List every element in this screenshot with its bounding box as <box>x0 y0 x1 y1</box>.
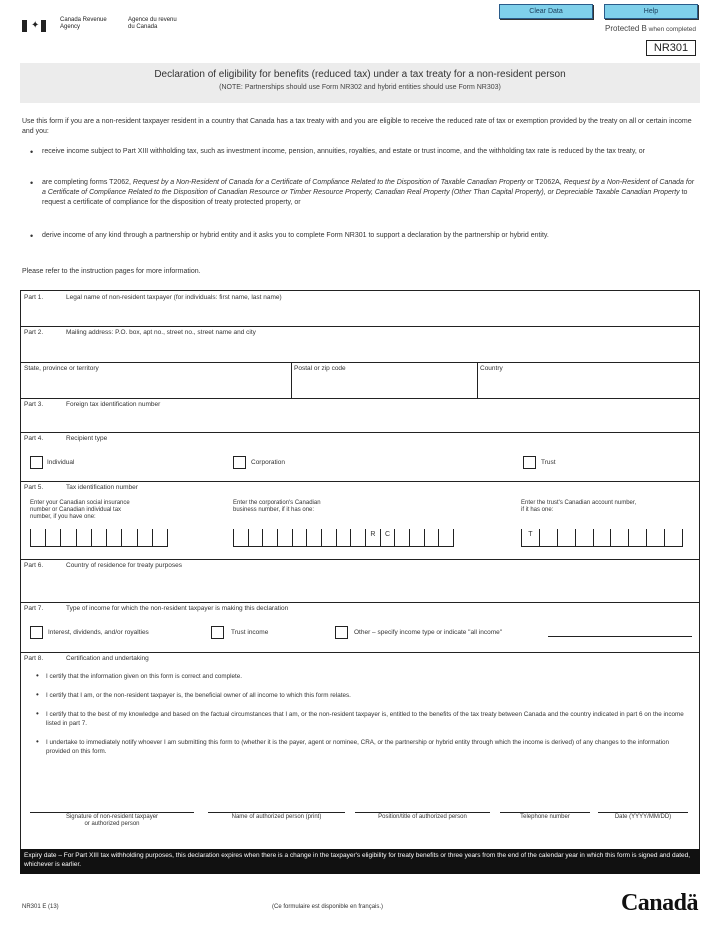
position-title-label: Position/title of authorized person <box>378 814 467 820</box>
form-code: NR301 E (13) <box>22 904 59 910</box>
interest-dividends-label: Interest, dividends, and/or royalties <box>48 629 149 636</box>
instruction-reference: Please refer to the instruction pages for more information. <box>22 268 201 275</box>
country-label: Country <box>480 365 503 372</box>
postal-field[interactable] <box>292 372 476 397</box>
part8-number: Part 8. <box>24 655 44 662</box>
undertaking: I undertake to immediately notify whoever I am submitting this form to (whether it is the payer, agent or nominee, CRA, or the partnership or hybrid entity through which the income is derived) of any changes to the information provided on this form. <box>46 739 670 755</box>
french-availability: (Ce formulaire est disponible en français.) <box>272 904 384 910</box>
telephone-line[interactable] <box>500 812 590 813</box>
clear-data-button[interactable]: Clear Data <box>499 4 593 19</box>
trust-account-label: Enter the trust's Canadian account number, if it has one: <box>521 500 637 513</box>
title-box <box>20 63 700 103</box>
interest-dividends-checkbox[interactable] <box>30 626 43 639</box>
part5-number: Part 5. <box>24 484 44 491</box>
agency-name-fr: Agence du revenu du Canada <box>128 17 177 30</box>
bn-label: Enter the corporation's Canadian business number, if it has one: <box>233 500 321 513</box>
bullet-icon: • <box>36 671 39 680</box>
trust-income-checkbox[interactable] <box>211 626 224 639</box>
trust-income-label: Trust income <box>231 629 269 636</box>
intro-bullet-3: derive income of any kind through a partnership or hybrid entity and it asks you to complete Form NR301 to support a declaration by the partnership or hybrid entity. <box>42 232 549 239</box>
country-of-residence-field[interactable] <box>21 571 699 601</box>
part8-label: Certification and undertaking <box>66 655 149 662</box>
bullet-icon: • <box>36 709 39 718</box>
part3-number: Part 3. <box>24 401 44 408</box>
trust-label: Trust <box>541 459 556 466</box>
state-label: State, province or territory <box>24 365 99 372</box>
part1-label: Legal name of non-resident taxpayer (for individuals: first name, last name) <box>66 294 282 301</box>
corporation-label: Corporation <box>251 459 285 466</box>
trust-account-input[interactable]: T <box>521 529 683 547</box>
postal-label: Postal or zip code <box>294 365 346 372</box>
part3-label: Foreign tax identification number <box>66 401 161 408</box>
state-field[interactable] <box>21 372 290 397</box>
bullet-icon: • <box>30 178 34 188</box>
part1-number: Part 1. <box>24 294 44 301</box>
signature-line[interactable] <box>30 812 194 813</box>
help-button[interactable]: Help <box>604 4 698 19</box>
part7-number: Part 7. <box>24 605 44 612</box>
bullet-icon: • <box>30 147 34 157</box>
form-number: NR301 <box>646 40 696 56</box>
sin-input[interactable] <box>30 529 168 547</box>
other-income-field[interactable] <box>548 627 692 637</box>
page-title: Declaration of eligibility for benefits (reduced tax) under a tax treaty for a non-resident person <box>154 69 566 80</box>
bullet-icon: • <box>36 737 39 746</box>
bullet-icon: • <box>36 690 39 699</box>
intro-bullet-2: are completing forms T2062, Request by a Non-Resident of Canada for a Certificate of Compliance Related to the Disposition of Taxable Canadian Property or T2062A, Request by a Non-Resident of Canada for a Certificate of Compliance Related to the Disposition of Canadian Resource or Timber Resource Property, Canadian Real Property (Other Than Capital Property), or Depreciable Taxable Canadian Property to request a certificate of compliance for the disposition of treaty protected property, or <box>42 179 695 206</box>
corporation-checkbox[interactable] <box>233 456 246 469</box>
individual-checkbox[interactable] <box>30 456 43 469</box>
canada-wordmark-logo: Canadä <box>620 890 698 916</box>
part4-number: Part 4. <box>24 435 44 442</box>
title-note: (NOTE: Partnerships should use Form NR302 and hybrid entities should use Form NR303) <box>219 84 501 91</box>
bullet-icon: • <box>30 231 34 241</box>
authorized-name-line[interactable] <box>208 812 345 813</box>
agency-name-en: Canada Revenue Agency <box>60 17 107 30</box>
intro-bullet-1: receive income subject to Part XIII withholding tax, such as investment income, pension, annuities, royalties, and estate or trust income, and the withholding tax rate is reduced by the tax treaty, or <box>42 148 645 155</box>
part2-label: Mailing address: P.O. box, apt no., street no., street name and city <box>66 329 256 336</box>
intro-paragraph: Use this form if you are a non-resident taxpayer resident in a country that Canada has a tax treaty with and you are eligible to receive the reduced rate of tax or exemption provided by the treaty on all or certain income and you: <box>22 118 692 135</box>
legal-name-field[interactable] <box>21 302 699 326</box>
position-title-line[interactable] <box>355 812 490 813</box>
mailing-address-field[interactable] <box>21 338 699 362</box>
part5-label: Tax identification number <box>66 484 138 491</box>
telephone-label: Telephone number <box>520 814 570 820</box>
foreign-tin-field[interactable] <box>21 410 699 432</box>
date-line[interactable] <box>598 812 688 813</box>
sin-label: Enter your Canadian social insurance number or Canadian individual tax number, if you have one: <box>30 500 130 520</box>
individual-label: Individual <box>47 459 75 466</box>
date-label: Date (YYYY/MM/DD) <box>614 814 672 820</box>
business-number-input[interactable]: R C <box>233 529 454 547</box>
part4-label: Recipient type <box>66 435 108 442</box>
part7-label: Type of income for which the non-resident taxpayer is making this declaration <box>66 605 289 612</box>
signature-label: Signature of non-resident taxpayer or authorized person <box>65 814 159 827</box>
other-income-label: Other – specify income type or indicate "all income" <box>354 629 503 636</box>
part6-number: Part 6. <box>24 562 44 569</box>
part6-label: Country of residence for treaty purposes <box>66 562 182 569</box>
certification-3: I certify that to the best of my knowledge and based on the factual circumstances that I am, or the non-resident taxpayer is, entitled to the benefits of the tax treaty between Canada and the country indicated in part 6 on the income listed in part 7. <box>46 711 684 727</box>
expiry-notice: Expiry date – For Part XIII tax withholding purposes, this declaration expires when there is a change in the taxpayer's eligibility for treaty benefits or three years from the end of the calendar year in which this form is signed and dated, whichever is earlier. <box>20 849 700 874</box>
authorized-name-label: Name of authorized person (print) <box>231 814 322 820</box>
certification-1: I certify that the information given on this form is correct and complete. <box>46 673 242 680</box>
canada-flag-icon: ✦ <box>22 20 46 32</box>
protected-b-label: Protected B when completed <box>605 24 696 33</box>
trust-checkbox[interactable] <box>523 456 536 469</box>
other-income-checkbox[interactable] <box>335 626 348 639</box>
certification-2: I certify that I am, or the non-resident taxpayer is, the beneficial owner of all income to which this form relates. <box>46 692 351 699</box>
part2-number: Part 2. <box>24 329 44 336</box>
country-field[interactable] <box>478 372 699 397</box>
